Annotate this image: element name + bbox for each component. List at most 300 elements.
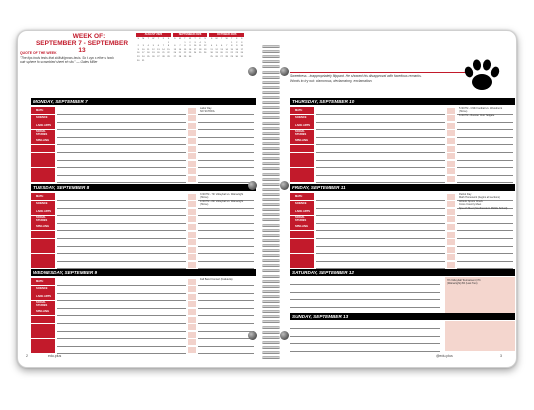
writing-line[interactable] [316, 129, 445, 130]
calendar-title: AUGUST 2026 [136, 33, 171, 37]
assignment-checkbox[interactable] [188, 294, 196, 300]
quote-text: "The tips tools tests that skillsit/grows bruis. So t uyo s ethe s hook outr sphere fo scrambled sheet eh sfo." — Gates Miller [20, 56, 114, 64]
calendar-cell: 13 [157, 48, 160, 51]
subject-blank [31, 316, 55, 323]
brand-footer: edu.plus [48, 354, 62, 358]
assignment-checkbox[interactable] [188, 232, 196, 238]
calendar-cell: S [210, 38, 213, 40]
calendar-cell: W [152, 38, 155, 40]
day-block [290, 98, 515, 182]
writing-line[interactable] [57, 182, 186, 183]
assignment-checkbox[interactable] [188, 339, 196, 345]
calendar-cell: 16 [137, 52, 140, 55]
subject-label: SOCIAL STUDIES [31, 216, 55, 223]
calendar-cell: 28 [162, 55, 165, 58]
assignment-checkbox[interactable] [188, 324, 196, 330]
writing-line[interactable] [316, 238, 445, 239]
writing-line[interactable] [57, 208, 186, 209]
saturday-block [290, 269, 515, 313]
calendar-cell: 5 [152, 45, 154, 48]
writing-line[interactable] [316, 230, 445, 231]
assignment-checkbox[interactable] [188, 209, 196, 215]
spiral-coil [262, 111, 280, 114]
writing-line[interactable] [57, 353, 186, 354]
writing-line[interactable] [57, 293, 186, 294]
writing-line[interactable] [57, 137, 186, 138]
notes-line[interactable] [198, 208, 254, 209]
spiral-coil [262, 188, 280, 191]
calendar-cell: 18 [198, 48, 202, 51]
assignment-checkbox[interactable] [188, 286, 196, 292]
notes-line[interactable] [457, 246, 513, 247]
subject-label: SCIENCE [31, 286, 55, 293]
assignment-checkbox[interactable] [447, 239, 455, 245]
writing-line[interactable] [316, 246, 445, 247]
assignment-checkbox[interactable] [188, 224, 196, 230]
spiral-coil [262, 50, 280, 53]
spiral-coil [262, 351, 280, 354]
week-label: WEEK OF: [72, 33, 106, 40]
notes-line[interactable] [198, 338, 254, 339]
spiral-coil [262, 162, 280, 165]
calendar-cell: 22 [183, 52, 187, 55]
assignment-checkbox[interactable] [188, 262, 196, 268]
assignment-checkbox[interactable] [188, 332, 196, 338]
writing-line[interactable] [316, 160, 445, 161]
event-note: Labor Day [200, 107, 212, 110]
writing-line[interactable] [316, 208, 445, 209]
notes-line[interactable] [198, 308, 254, 309]
mini-calendar-august [136, 33, 171, 63]
event-note: Cross Country Meet [459, 203, 482, 207]
day-block [31, 184, 256, 268]
subject-blank [31, 239, 55, 246]
checkmark-icon: ✓ [448, 184, 454, 190]
calendar-cell: 23 [137, 55, 140, 58]
subject-label: SCIENCE [31, 115, 55, 122]
subject-label: MATH [290, 193, 314, 200]
calendar-cell: 1 [231, 41, 233, 44]
spiral-coil [262, 132, 280, 135]
assignment-checkbox[interactable] [447, 123, 455, 129]
assignment-checkbox[interactable] [188, 301, 196, 307]
calendar-cell: 7 [162, 45, 165, 48]
calendar-cell: 2 [189, 41, 191, 44]
assignment-checkbox[interactable] [188, 194, 196, 200]
notes-line[interactable] [198, 114, 254, 115]
subject-label: SPELLING [31, 137, 55, 144]
spiral-coil [262, 290, 280, 293]
sunday-block [290, 313, 515, 351]
calendar-cell: 7 [226, 45, 228, 48]
assignment-checkbox[interactable] [188, 309, 196, 315]
calendar-cell: 12 [203, 45, 207, 48]
spiral-binding [262, 45, 280, 363]
assignment-checkbox[interactable] [447, 176, 455, 182]
writing-line[interactable] [57, 129, 186, 130]
assignment-checkbox[interactable] [447, 130, 455, 136]
spiral-coil [262, 315, 280, 318]
spiral-coil [262, 254, 280, 257]
calendar-cell: T [194, 38, 196, 40]
assignment-checkbox[interactable] [447, 224, 455, 230]
calendar-cell: 8 [231, 45, 233, 48]
day-title: MONDAY, SEPTEMBER 7 [31, 98, 256, 105]
spiral-coil [262, 122, 280, 125]
assignment-checkbox[interactable] [188, 130, 196, 136]
assignment-checkbox[interactable] [188, 201, 196, 207]
writing-line[interactable] [290, 307, 440, 308]
assignment-checkbox[interactable] [447, 168, 455, 174]
notes-line[interactable] [457, 144, 513, 145]
calendar-grid [209, 38, 244, 59]
notes-line[interactable] [198, 182, 254, 183]
spiral-coil [262, 178, 280, 181]
calendar-cell [224, 42, 228, 45]
assignment-checkbox[interactable] [447, 194, 455, 200]
event-note: 6:30 PM - Booster Club Tailgate [459, 113, 495, 117]
notes-line[interactable] [457, 261, 513, 262]
calendar-cell: 28 [225, 55, 228, 58]
calendar-cell: 14 [178, 48, 182, 51]
assignment-checkbox[interactable] [188, 138, 196, 144]
writing-line[interactable] [57, 160, 186, 161]
assignment-checkbox[interactable] [447, 146, 455, 152]
calendar-cell: 31 [240, 55, 243, 58]
writing-line[interactable] [290, 299, 440, 300]
day-title: THURSDAY, SEPTEMBER 10 [290, 98, 515, 105]
event-note: (Home) [200, 203, 209, 207]
writing-line[interactable] [57, 331, 186, 332]
assignment-checkbox[interactable] [447, 138, 455, 144]
notes-line[interactable] [198, 144, 254, 145]
calendar-cell: 19 [203, 48, 207, 51]
subject-label: SPELLING [290, 223, 314, 230]
writing-line[interactable] [57, 114, 186, 115]
writing-line[interactable] [57, 338, 186, 339]
notes-line[interactable] [198, 152, 254, 153]
writing-line[interactable] [57, 315, 186, 316]
day-block [31, 269, 256, 353]
writing-line[interactable] [57, 308, 186, 309]
calendar-cell [214, 42, 218, 45]
writing-line[interactable] [290, 328, 440, 329]
notes-line[interactable] [457, 223, 513, 224]
calendar-cell: 9 [137, 48, 139, 51]
writing-line[interactable] [316, 200, 445, 201]
day-title: SUNDAY, SEPTEMBER 13 [290, 313, 515, 320]
calendar-cell: 26 [215, 55, 218, 58]
binder-hole [248, 67, 257, 76]
planner-spread [17, 30, 517, 368]
writing-line[interactable] [316, 215, 445, 216]
writing-line[interactable] [316, 175, 445, 176]
writing-line[interactable] [290, 351, 440, 352]
writing-line[interactable] [57, 122, 186, 123]
vocab-divider [290, 72, 470, 73]
weekend-notes-box[interactable] [445, 321, 515, 351]
notes-line[interactable] [198, 137, 254, 138]
spiral-coil [262, 218, 280, 221]
notes-line[interactable] [457, 230, 513, 231]
assignment-checkbox[interactable] [447, 216, 455, 222]
event-note: NO SCHOOL [200, 110, 216, 114]
notes-line[interactable] [457, 182, 513, 183]
calendar-cell: 18 [147, 52, 150, 55]
calendar-cell: 27 [173, 55, 177, 58]
calendar-cell: 11 [198, 45, 202, 48]
assignment-checkbox[interactable] [188, 115, 196, 121]
writing-line[interactable] [316, 223, 445, 224]
subject-blank [290, 231, 314, 238]
notes-line[interactable] [198, 323, 254, 324]
calendar-cell [209, 42, 213, 45]
notes-line[interactable] [198, 238, 254, 239]
notes-line[interactable] [198, 353, 254, 354]
assignment-checkbox[interactable] [188, 254, 196, 260]
event-note: 7th Volleyball Tournament (7th [447, 279, 481, 282]
notes-line[interactable] [457, 215, 513, 216]
assignment-checkbox[interactable] [447, 115, 455, 121]
calendar-cell: 16 [188, 48, 192, 51]
assignment-checkbox[interactable] [188, 247, 196, 253]
notes-line[interactable] [198, 246, 254, 247]
writing-line[interactable] [316, 122, 445, 123]
calendar-cell: S [167, 38, 170, 40]
week-range: SEPTEMBER 7 - SEPTEMBER 13 [35, 40, 129, 54]
calendar-cell: 3 [142, 45, 144, 48]
writing-line[interactable] [57, 238, 186, 239]
writing-line[interactable] [57, 346, 186, 347]
writing-line[interactable] [57, 230, 186, 231]
calendar-cell: 6 [221, 45, 223, 48]
spiral-coil [262, 356, 280, 359]
writing-line[interactable] [290, 284, 440, 285]
calendar-cell: M [179, 38, 181, 40]
notes-line[interactable] [198, 175, 254, 176]
day-title: TUESDAY, SEPTEMBER 8 [31, 184, 256, 191]
calendar-cell: 30 [235, 55, 238, 58]
subject-label: MATH [290, 107, 314, 114]
checkmark-icon: ✓ [189, 98, 195, 104]
spiral-coil [262, 249, 280, 252]
notes-line[interactable] [198, 160, 254, 161]
subject-blank [31, 261, 55, 268]
notes-line[interactable] [198, 346, 254, 347]
assignment-checkbox[interactable] [447, 201, 455, 207]
assignment-checkbox[interactable] [188, 123, 196, 129]
spiral-coil [262, 127, 280, 130]
subject-blank [290, 175, 314, 182]
assignment-checkbox[interactable] [188, 146, 196, 152]
writing-line[interactable] [57, 167, 186, 168]
calendar-cell: M [142, 38, 145, 40]
calendar-cell [161, 42, 165, 45]
notes-line[interactable] [457, 253, 513, 254]
spiral-coil [262, 71, 280, 74]
notes-line[interactable] [198, 122, 254, 123]
writing-line[interactable] [57, 261, 186, 262]
notes-line[interactable] [457, 137, 513, 138]
assignment-checkbox[interactable] [188, 176, 196, 182]
spiral-coil [262, 341, 280, 344]
subject-label: SOCIAL STUDIES [290, 130, 314, 137]
notes-line[interactable] [198, 215, 254, 216]
writing-line[interactable] [57, 175, 186, 176]
writing-line[interactable] [290, 292, 440, 293]
notes-line[interactable] [457, 160, 513, 161]
writing-line[interactable] [57, 215, 186, 216]
notes-line[interactable] [457, 129, 513, 130]
subject-label: MATH [31, 278, 55, 285]
notes-line[interactable] [198, 261, 254, 262]
writing-line[interactable] [316, 137, 445, 138]
spiral-coil [262, 147, 280, 150]
event-note: 4:30 PM - 8th Volleyball vs. Wainwright [200, 199, 244, 203]
subject-blank [290, 153, 314, 160]
spiral-coil [262, 101, 280, 104]
calendar-cell: 5 [204, 41, 206, 44]
calendar-title: OCTOBER 2026 [209, 33, 244, 37]
notes-line[interactable] [457, 152, 513, 153]
writing-line[interactable] [316, 144, 445, 145]
calendar-cell: 22 [230, 52, 233, 55]
assignment-checkbox[interactable] [188, 347, 196, 353]
subject-label: SPELLING [31, 223, 55, 230]
page-number: 2 [26, 354, 28, 358]
calendar-cell: 20 [173, 52, 177, 55]
assignment-checkbox[interactable] [447, 247, 455, 253]
assignment-checkbox[interactable] [447, 108, 455, 114]
calendar-cell: 17 [240, 48, 243, 51]
spiral-coil [262, 275, 280, 278]
calendar-cell: 18 [210, 52, 213, 55]
spiral-coil [262, 45, 280, 48]
notes-line[interactable] [198, 253, 254, 254]
calendar-cell: 17 [142, 52, 145, 55]
event-note: 3:30 PM - 7th Volleyball vs. Wainwright [200, 193, 244, 196]
assignment-checkbox[interactable] [188, 108, 196, 114]
writing-line[interactable] [316, 261, 445, 262]
calendar-cell: 23 [235, 52, 238, 55]
notes-line[interactable] [198, 315, 254, 316]
assignment-checkbox[interactable] [188, 216, 196, 222]
writing-line[interactable] [57, 200, 186, 201]
calendar-cell: 28 [178, 55, 182, 58]
subject-label: MATH [31, 107, 55, 114]
writing-line[interactable] [316, 114, 445, 115]
notes-line[interactable] [198, 167, 254, 168]
notes-line[interactable] [198, 300, 254, 301]
calendar-cell: 9 [189, 45, 191, 48]
calendar-grid [173, 38, 208, 59]
event-note: (Home) [459, 110, 468, 114]
day-block [290, 184, 515, 268]
notes-line[interactable] [198, 129, 254, 130]
notes-line[interactable] [198, 293, 254, 294]
calendar-cell: 19 [152, 52, 155, 55]
assignment-checkbox[interactable] [447, 254, 455, 260]
writing-line[interactable] [57, 144, 186, 145]
assignment-checkbox[interactable] [447, 262, 455, 268]
spiral-coil [262, 167, 280, 170]
writing-line[interactable] [316, 167, 445, 168]
writing-line[interactable] [57, 223, 186, 224]
notes-line[interactable] [198, 223, 254, 224]
writing-line[interactable] [57, 323, 186, 324]
spiral-coil [262, 280, 280, 283]
subject-blank [31, 153, 55, 160]
calendar-cell: F [162, 38, 165, 40]
writing-line[interactable] [290, 336, 440, 337]
assignment-checkbox[interactable] [188, 239, 196, 245]
spiral-coil [262, 152, 280, 155]
spiral-coil [262, 96, 280, 99]
calendar-cell: 22 [167, 52, 170, 55]
calendar-cell: 30 [188, 55, 192, 58]
assignment-checkbox[interactable] [447, 209, 455, 215]
writing-line[interactable] [57, 152, 186, 153]
notes-line[interactable] [198, 230, 254, 231]
writing-line[interactable] [316, 253, 445, 254]
assignment-checkbox[interactable] [188, 317, 196, 323]
notes-line[interactable] [457, 175, 513, 176]
calendar-cell: 14 [225, 48, 228, 51]
subject-blank [31, 346, 55, 353]
writing-line[interactable] [316, 152, 445, 153]
notes-line[interactable] [198, 285, 254, 286]
subject-blank [31, 160, 55, 167]
writing-line[interactable] [57, 246, 186, 247]
spiral-coil [262, 259, 280, 262]
subject-label: LANG ARTS [290, 208, 314, 215]
notes-line[interactable] [457, 238, 513, 239]
assignment-checkbox[interactable] [447, 153, 455, 159]
notes-line[interactable] [457, 167, 513, 168]
calendar-cell: 29 [167, 55, 170, 58]
writing-line[interactable] [57, 253, 186, 254]
spiral-coil [262, 346, 280, 349]
subject-blank [290, 239, 314, 246]
spiral-coil [262, 305, 280, 308]
writing-line[interactable] [57, 285, 186, 286]
writing-line[interactable] [316, 182, 445, 183]
event-note: 5:30 PM - C9th Football vs. Woodmont [459, 107, 503, 110]
writing-line[interactable] [290, 343, 440, 344]
assignment-checkbox[interactable] [188, 153, 196, 159]
notes-line[interactable] [198, 331, 254, 332]
spiral-coil [262, 264, 280, 267]
day-block [31, 98, 256, 182]
calendar-cell: 10 [240, 45, 243, 48]
subject-label: SCIENCE [290, 201, 314, 208]
writing-line[interactable] [57, 300, 186, 301]
assignment-checkbox[interactable] [188, 279, 196, 285]
subject-label: SCIENCE [290, 115, 314, 122]
calendar-cell: 27 [157, 55, 160, 58]
subject-blank [31, 145, 55, 152]
assignment-checkbox[interactable] [447, 161, 455, 167]
calendar-cell [219, 42, 223, 45]
calendar-cell: W [225, 38, 228, 40]
assignment-checkbox[interactable] [188, 168, 196, 174]
assignment-checkbox[interactable] [188, 161, 196, 167]
notes-line[interactable] [457, 122, 513, 123]
subject-blank [31, 175, 55, 182]
page-number: 3 [500, 354, 502, 358]
assignment-checkbox[interactable] [447, 232, 455, 238]
subject-blank [290, 261, 314, 268]
